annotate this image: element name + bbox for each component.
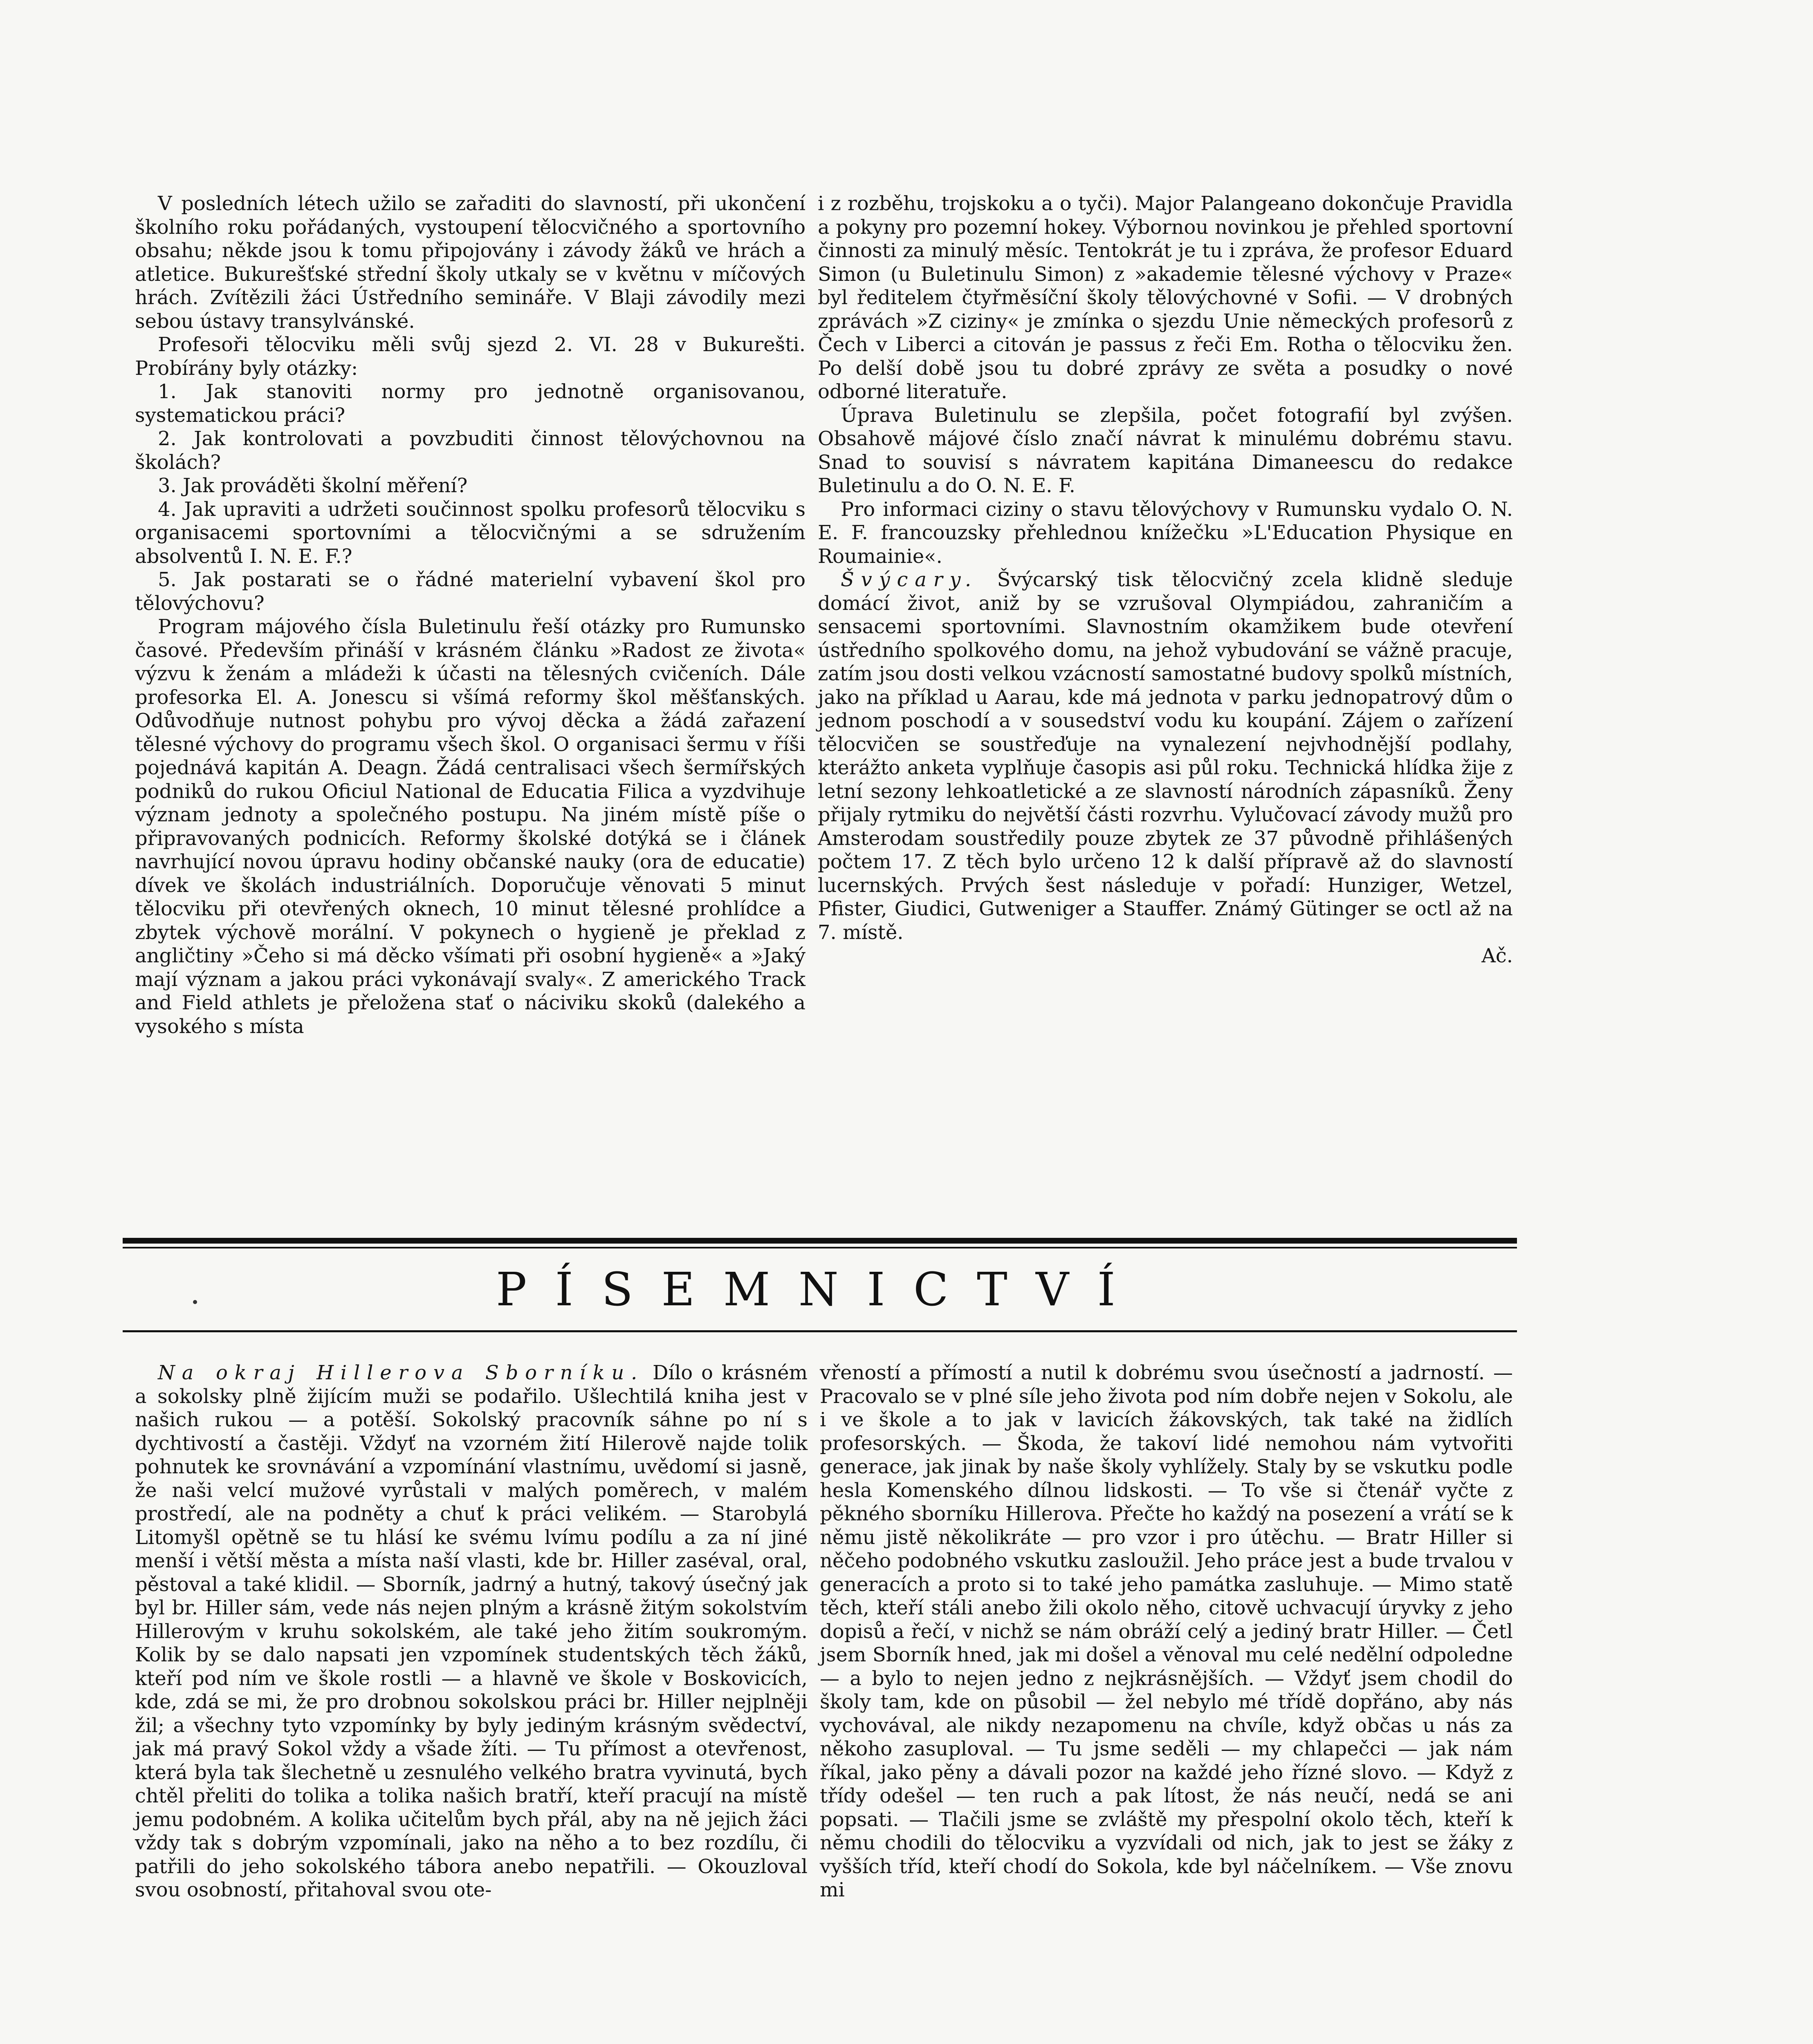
section-heading: PÍSEMNICTVÍ (496, 1263, 1144, 1316)
switzerland-lead: Švýcary. (841, 568, 978, 591)
top-right-column (818, 192, 1513, 968)
paragraph-hiller-review (135, 1361, 808, 1902)
switzerland-text: Švýcarský tisk tělocvičný zcela klidně sleduje domácí život, aniž by se vzrušoval Olympiádou, zahraničím a sensacemi sportovními. Slavnostním okamžikem bude otevření ústředního spolkového domu, na jehož vybudování se vážně pracuje, zatím jsou dosti velkou vzácností samostatné budovy spolků místních, jako na příklad u Aarau, kde má jednota v parku jednopatrový dům o jednom poschodí a v sousedství vodu ku koupání. Zájem o zařízení tělocvičen se soustřeďuje na vynalezení nejvhodnější podlahy, kterážto anketa vyplňuje časopis asi půl roku. Technická hlídka žije z letní sezony lehkoatletické a ze slavností národních zápasníků. Ženy přijaly rytmiku do největší části rozvrhu. Vylučovací závody mužů pro Amsterodam soustředily pouze zbytek ze 37 původně přihlášených počtem 17. Z těch bylo určeno 12 k další přípravě až do slavností lucernských. Prvých šest následuje v pořadí: Hunziger, Wetzel, Pfister, Giudici, Gutweniger a Stauffer. Známý Gütinger se octl až na 7. místě. (818, 568, 1513, 944)
section-rule-under-heading (123, 1330, 1517, 1332)
paragraph-continuation: i z rozběhu, trojskoku a o tyči). Major Palangeano dokončuje Pravidla a pokyny pro pozemní hokey. Výbornou novinkou je přehled sportovní činnosti za minulý měsíc. Tentokrát je tu i zpráva, že profesor Eduard Simon (u Buletinulu Simon) z »akademie tělesné výchovy v Praze« byl ředitelem čtyřměsíční školy tělovýchovné v Sofii. — V drobných zprávách »Z ciziny« je zmínka o sjezdu Unie německých profesorů z Čech v Liberci a citován je passus z řeči Em. Rotha o tělocviku žen. Po delší době jsou tu dobré zprávy ze světa a posudky o nové odborné literatuře. (818, 192, 1513, 403)
section-rule-thin (123, 1247, 1517, 1248)
question-1: 1. Jak stanoviti normy pro jednotně organisovanou, systematickou práci? (135, 380, 806, 427)
paragraph-bulletin-layout: Úprava Buletinulu se zlepšila, počet fotografií byl zvýšen. Obsahově májové číslo značí návrat k minulému dobrému stavu. Snad to souvisí s návratem kapitána Dimaneescu do redakce Buletinulu a do O. N. E. F. (818, 403, 1513, 497)
question-3: 3. Jak prováděti školní měření? (158, 474, 468, 497)
paragraph-switzerland (818, 568, 1513, 944)
section-rule-thick (123, 1238, 1517, 1244)
paragraph-teachers-congress: Profesoři tělocviku měli svůj sjezd 2. VI. 28 v Bukurešti. Probírány byly otázky: (135, 333, 806, 380)
paragraph-may-issue-program: Program májového čísla Buletinulu řeší otázky pro Rumunsko časové. Především přináší v krásném článku »Radost ze života« výzvu k ženám a mládeži k účasti na tělesných cvičeních. Dále profesorka El. A. Jonescu si všímá reformy škol měšťanských. Odůvodňuje nutnost pohybu pro vývoj děcka a žádá zařazení tělesné výchovy do programu všech škol. O organisaci šermu v říši pojednává kapitán A. Deagn. Žádá centralisaci všech šermířských podniků do rukou Oficiul National de Educatia Filica a vyzdvihuje význam jednoty a společného postupu. Na jiném místě píše o připravovaných podnicích. Reformy školské dotýká se i článek navrhující novou úpravu hodiny občanské nauky (ora de educatie) dívek ve školách industriálních. Doporučuje věnovati 5 minut tělocviku při otevřených oknech, 10 minut tělesné prohlídce a zbytek výchově morální. V pokynech o hygieně je překlad z angličtiny »Čeho si má děcko všímati při osobní hygieně« a »Jaký mají význam a jakou práci vykonávají svaly«. Z amerického Track and Field athlets je přeložena stať o náciviku skoků (dalekého a vysokého s místa (135, 615, 806, 1038)
paragraph-school-festivities: V posledních létech užilo se zařaditi do slavností, při ukončení školního roku pořádaných, vystoupení tělocvičného a sportovního obsahu; někde jsou k tomu připojovány i závody žáků ve hrách a atletice. Bukurešťské střední školy utkaly se v květnu v míčových hrách. Zvítězili žáci Ústředního semináře. V Blaji závodily mezi sebou ústavy transylvánské. (135, 192, 806, 333)
question-4: 4. Jak upraviti a udržeti součinnost spolku profesorů tělocviku s organisacemi sportovními a tělocvičnými a se sdružením absolventů I. N. E. F.? (135, 498, 806, 568)
question-5: 5. Jak postarati se o řádné materielní vybavení škol pro tělovýchovu? (135, 568, 806, 615)
review-title: Na okraj Hillerova Sborníku. (158, 1361, 644, 1384)
author-signature: Ač. (1481, 944, 1513, 967)
bottom-left-column (135, 1361, 808, 1902)
paragraph-french-booklet: Pro informaci ciziny o stavu tělovýchovy v Rumunsku vydalo O. N. E. F. francouzsky přehlednou knížečku »L'Education Physique en Roumainie«. (818, 498, 1513, 568)
review-text: Dílo o krásném a sokolsky plně žijícím muži se podařilo. Ušlechtilá kniha jest v našich rukou — a potěší. Sokolský pracovník sáhne po ní s dychtivostí a častěji. Vždyť na vzorném žití Hilerově najde tolik pohnutek ke srovnávání a vzpomínání vlastnímu, uvědomí si jasně, že naši velcí mužové vyrůstali v malých poměrech, v malém prostředí, ale na podněty a chuť k práci velikém. — Starobylá Litomyšl opětně se tu hlásí ke svému lvímu podílu a za ní jiné menší i větší města a místa naší vlasti, kde br. Hiller zaséval, oral, pěstoval a také klidil. — Sborník, jadrný a hutný, takový úsečný jak byl br. Hiller sám, vede nás nejen plným a krásně žitým sokolstvím Hillerovým v kruhu sokolském, ale také jeho žitím soukromým. Kolik by se dalo napsati jen vzpomínek studentských těch žáků, kteří pod ním ve škole rostli — a hlavně ve škole v Boskovicích, kde, zdá se mi, že pro drobnou sokolskou práci br. Hiller nejplněji žil; a všechny tyto vzpomínky by byly jediným krásným svědectví, jak má pravý Sokol vždy a všade žíti. — Tu přímost a otevřenost, která byla tak šlechetně u zesnulého velkého bratra vyvinutá, bych chtěl přeliti do tolika a tolika našich bratří, kteří pracují na místě jemu podobném. A kolika učitelům bych přál, aby na ně jejich žáci vždy tak s dobrým vzpomínali, jako na něho a to bez rozdílu, či patřili do jeho sokolského tábora anebo nepatřili. — Okouzloval svou osobností, přitahoval svou ote- (135, 1361, 808, 1901)
bottom-right-column (820, 1361, 1513, 1902)
question-2: 2. Jak kontrolovati a povzbuditi činnost tělovýchovnou na školách? (135, 427, 806, 474)
top-left-column (135, 192, 806, 1038)
paragraph-review-continuation: vřeností a přímostí a nutil k dobrému svou úsečností a jadrností. — Pracovalo se v plné síle jeho života pod ním dobře nejen v Sokolu, ale i ve škole a to jak v lavicích žákovských, tak také na židlích profesorských. — Škoda, že takoví lidé nemohou nám vytvořiti generace, jak jinak by naše školy vyhlížely. Staly by se vskutku podle hesla Komenského dílnou lidskosti. — To vše si čtenář vyčte z pěkného sborníku Hillerova. Přečte ho každý na posezení a vrátí se k němu jistě několikráte — pro vzor i pro útěchu. — Bratr Hiller si něčeho podobného vskutku zasloužil. Jeho práce jest a bude trvalou v generacích a proto si to také jeho památka zasluhuje. — Mimo statě těch, kteří stáli anebo žili okolo něho, citově uchvacují úryvky z jeho dopisů a řečí, v nichž se nám obráží celý a jediný bratr Hiller. — Četl jsem Sborník hned, jak mi došel a věnoval mu celé nedělní odpoledne — a bylo to nejen jedno z nejkrásnějších. — Vždyť jsem chodil do školy tam, kde on působil — žel nebylo mé třídě dopřáno, aby nás vychovával, ale nikdy nezapomenu na chvíle, když občas u nás za někoho zasuploval. — Tu jsme seděli — my chlapečci — jak nám říkal, jako pěny a dávali pozor na každé jeho řízné slovo. — Když z třídy odešel — ten ruch a pak lítost, že nás neučí, nedá se ani popsati. — Tlačili jsme se zvláště my přespolní okolo těch, kteří k němu chodili do tělocviku a vyzvídali od nich, jak to jest se žáky z vyšších tříd, kteří chodí do Sokola, kde byl náčelníkem. — Vše znovu mi (820, 1361, 1513, 1901)
